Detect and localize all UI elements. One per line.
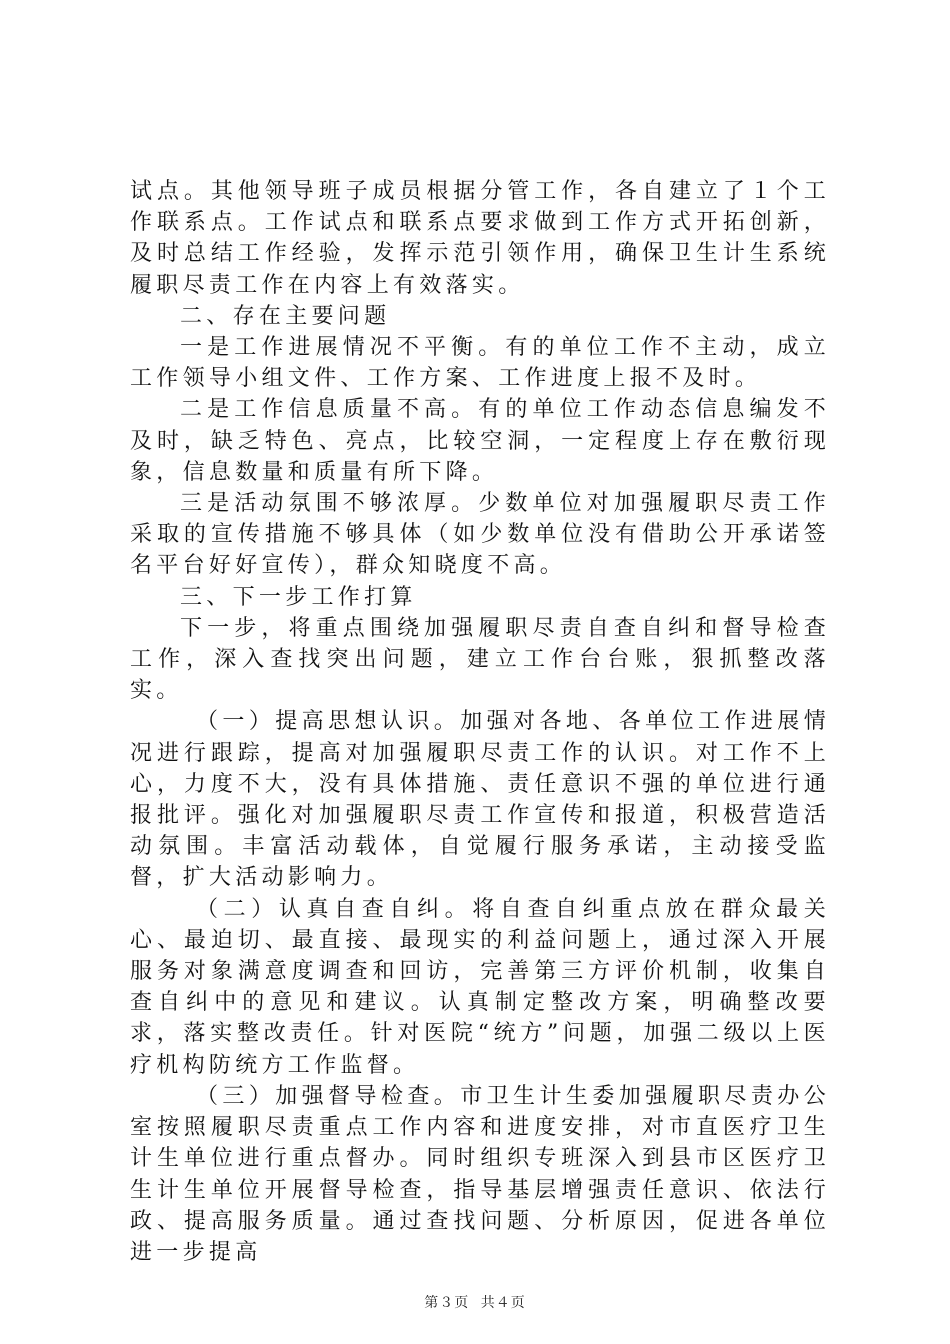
paragraph-problem-3: 三是活动氛围不够浓厚。少数单位对加强履职尽责工作采取的宣传措施不够具体（如少数单位没有借助公开承诺签名平台好好宣传），群众知晓度不高。 <box>130 491 830 579</box>
page-footer <box>0 1294 950 1312</box>
paragraph-step-1: （一）提高思想认识。加强对各地、各单位工作进展情况进行跟踪，提高对加强履职尽责工作的认识。对工作不上心，力度不大，没有具体措施、责任意识不强的单位进行通报批评。强化对加强履职尽责工作宣传和报道，积极营造活动氛围。丰富活动载体，自觉履行服务承诺，主动接受监督，扩大活动影响力。 <box>130 709 830 891</box>
paragraph-step-2: （二）认真自查自纠。将自查自纠重点放在群众最关心、最迫切、最直接、最现实的利益问题上，通过深入开展服务对象满意度调查和回访，完善第三方评价机制，收集自查自纠中的意见和建议。认真制定整改方案，明确整改要求，落实整改责任。针对医院“统方”问题，加强二级以上医疗机构防统方工作监督。 <box>130 896 830 1078</box>
paragraph-next-steps-intro: 下一步，将重点围绕加强履职尽责自查自纠和督导检查工作，深入查找突出问题，建立工作台台账，狠抓整改落实。 <box>130 615 830 704</box>
page-number: 第３页 <box>424 1295 470 1311</box>
section-heading-next-steps: 三、下一步工作打算 <box>180 584 417 610</box>
document-body <box>130 176 830 1268</box>
paragraph-continuation: 试点。其他领导班子成员根据分管工作，各自建立了１个工作联系点。工作试点和联系点要求做到工作方式开拓创新，及时总结工作经验，发挥示范引领作用，确保卫生计生系统履职尽责工作在内容上有效落实。 <box>130 179 830 298</box>
paragraph-step-3: （三）加强督导检查。市卫生计生委加强履职尽责办公室按照履职尽责重点工作内容和进度安排，对市直医疗卫生计生单位进行重点督办。同时组织专班深入到县市区医疗卫生计生单位开展督导检查，指导基层增强责任意识、依法行政、提高服务质量。通过查找问题、分析原因，促进各单位进一步提高 <box>130 1083 830 1265</box>
page-total: 共４页 <box>480 1295 526 1311</box>
paragraph-problem-1: 一是工作进展情况不平衡。有的单位工作不主动，成立工作领导小组文件、工作方案、工作进度上报不及时。 <box>130 335 830 392</box>
section-heading-problems: 二、存在主要问题 <box>180 303 391 329</box>
paragraph-problem-2: 二是工作信息质量不高。有的单位工作动态信息编发不及时，缺乏特色、亮点，比较空洞，一定程度上存在敷衍现象，信息数量和质量有所下降。 <box>130 397 830 485</box>
